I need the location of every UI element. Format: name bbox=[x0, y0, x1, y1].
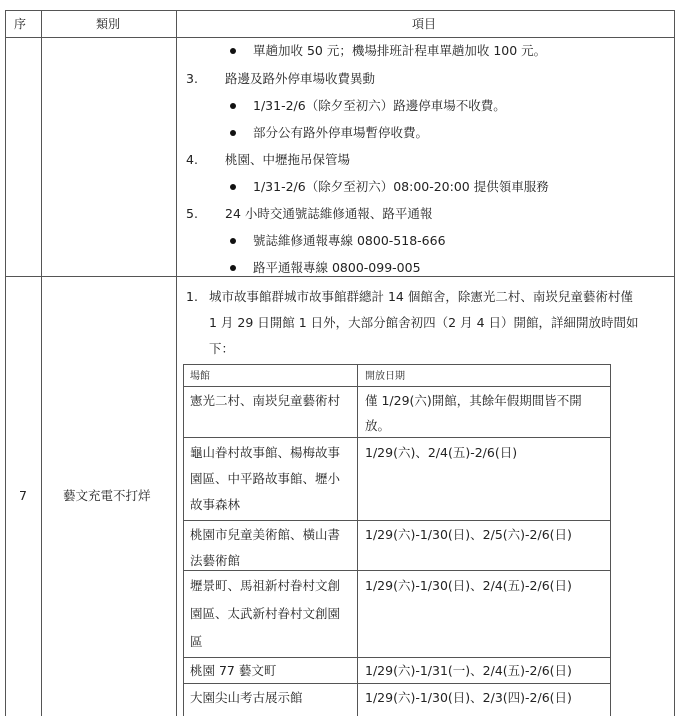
open-dates: 放。 bbox=[365, 418, 391, 433]
intro-line: 下： bbox=[209, 341, 235, 356]
table-border-left bbox=[5, 10, 6, 716]
open-dates: 1/29(六)-1/30(日)、2/5(六)-2/6(日) bbox=[365, 527, 572, 542]
bullet-icon bbox=[230, 103, 236, 109]
venue-table-row-divider bbox=[183, 437, 611, 438]
row-divider bbox=[5, 276, 675, 277]
list-item: 1/31-2/6（除夕至初六）08:00-20:00 提供領車服務 bbox=[253, 179, 549, 194]
list-item: 桃園、中壢拖吊保管場 bbox=[225, 152, 351, 167]
header-no: 序 bbox=[14, 17, 27, 31]
column-divider-1 bbox=[41, 10, 42, 716]
list-item: 24 小時交通號誌維修通報、路平通報 bbox=[225, 206, 433, 221]
intro-line: 城市故事館群城市故事館群總計 14 個館舍，除憲光二村、南崁兒童藝術村僅 bbox=[209, 289, 633, 304]
list-item: 單趟加收 50 元；機場排班計程車單趟加收 100 元。 bbox=[253, 43, 547, 58]
venue-table-header-divider bbox=[183, 386, 611, 387]
list-item: 路邊及路外停車場收費異動 bbox=[225, 71, 376, 86]
list-item: 號誌維修通報專線 0800-518-666 bbox=[253, 233, 446, 248]
list-number: 5. bbox=[186, 206, 198, 221]
venue-table-border-left bbox=[183, 364, 184, 716]
venue-table-border-top bbox=[183, 364, 611, 365]
venue-table-border-right bbox=[610, 364, 611, 716]
open-dates: 1/29(六)-1/31(一)、2/4(五)-2/6(日) bbox=[365, 663, 572, 678]
list-number: 1. bbox=[186, 289, 198, 304]
bullet-icon bbox=[230, 130, 236, 136]
open-dates: 1/29(六)-1/30(日)、2/3(四)-2/6(日) bbox=[365, 690, 572, 705]
venue-name: 壢景町、馬祖新村眷村文創 bbox=[190, 578, 341, 593]
intro-line: 1 月 29 日開館 1 日外，大部分館舍初四（2 月 4 日）開館，詳細開放時間如 bbox=[209, 315, 639, 330]
header-item: 項目 bbox=[412, 17, 437, 31]
venue-table-row-divider bbox=[183, 570, 611, 571]
table-border-right bbox=[674, 10, 675, 716]
header-divider bbox=[5, 37, 675, 38]
list-number: 4. bbox=[186, 152, 198, 167]
row-number: 7 bbox=[19, 488, 27, 503]
venue-table-row-divider bbox=[183, 657, 611, 658]
row-category: 藝文充電不打烊 bbox=[63, 488, 151, 503]
venue-name: 龜山眷村故事館、楊梅故事 bbox=[190, 445, 341, 460]
header-category: 類別 bbox=[96, 17, 121, 31]
venue-table-row-divider bbox=[183, 683, 611, 684]
open-dates: 僅 1/29(六)開館，其餘年假期間皆不開 bbox=[365, 393, 582, 408]
column-divider-2 bbox=[176, 10, 177, 716]
venue-table-column-divider bbox=[357, 364, 358, 716]
venue-name: 桃園 77 藝文町 bbox=[190, 663, 277, 678]
open-dates: 1/29(六)-1/30(日)、2/4(五)-2/6(日) bbox=[365, 578, 572, 593]
venue-name: 區 bbox=[190, 634, 203, 649]
open-dates: 1/29(六)、2/4(五)-2/6(日) bbox=[365, 445, 518, 460]
venue-table-header-venue: 場館 bbox=[190, 371, 210, 382]
venue-name: 憲光二村、南崁兒童藝術村 bbox=[190, 393, 341, 408]
list-item: 1/31-2/6（除夕至初六）路邊停車場不收費。 bbox=[253, 98, 506, 113]
list-number: 3. bbox=[186, 71, 198, 86]
venue-name: 園區、中平路故事館、壢小 bbox=[190, 471, 341, 486]
bullet-icon bbox=[230, 265, 236, 271]
bullet-icon bbox=[230, 238, 236, 244]
bullet-icon bbox=[230, 184, 236, 190]
venue-name: 法藝術館 bbox=[190, 553, 241, 568]
list-item: 路平通報專線 0800-099-005 bbox=[253, 260, 421, 275]
venue-name: 桃園市兒童美術館、橫山書 bbox=[190, 527, 341, 542]
venue-table-header-dates: 開放日期 bbox=[365, 371, 405, 382]
venue-name: 園區、太武新村眷村文創園 bbox=[190, 606, 341, 621]
bullet-icon bbox=[230, 48, 236, 54]
venue-name: 故事森林 bbox=[190, 497, 241, 512]
venue-name: 大園尖山考古展示館 bbox=[190, 690, 303, 705]
venue-table-row-divider bbox=[183, 520, 611, 521]
table-border-top bbox=[5, 10, 675, 11]
list-item: 部分公有路外停車場暫停收費。 bbox=[253, 125, 429, 140]
